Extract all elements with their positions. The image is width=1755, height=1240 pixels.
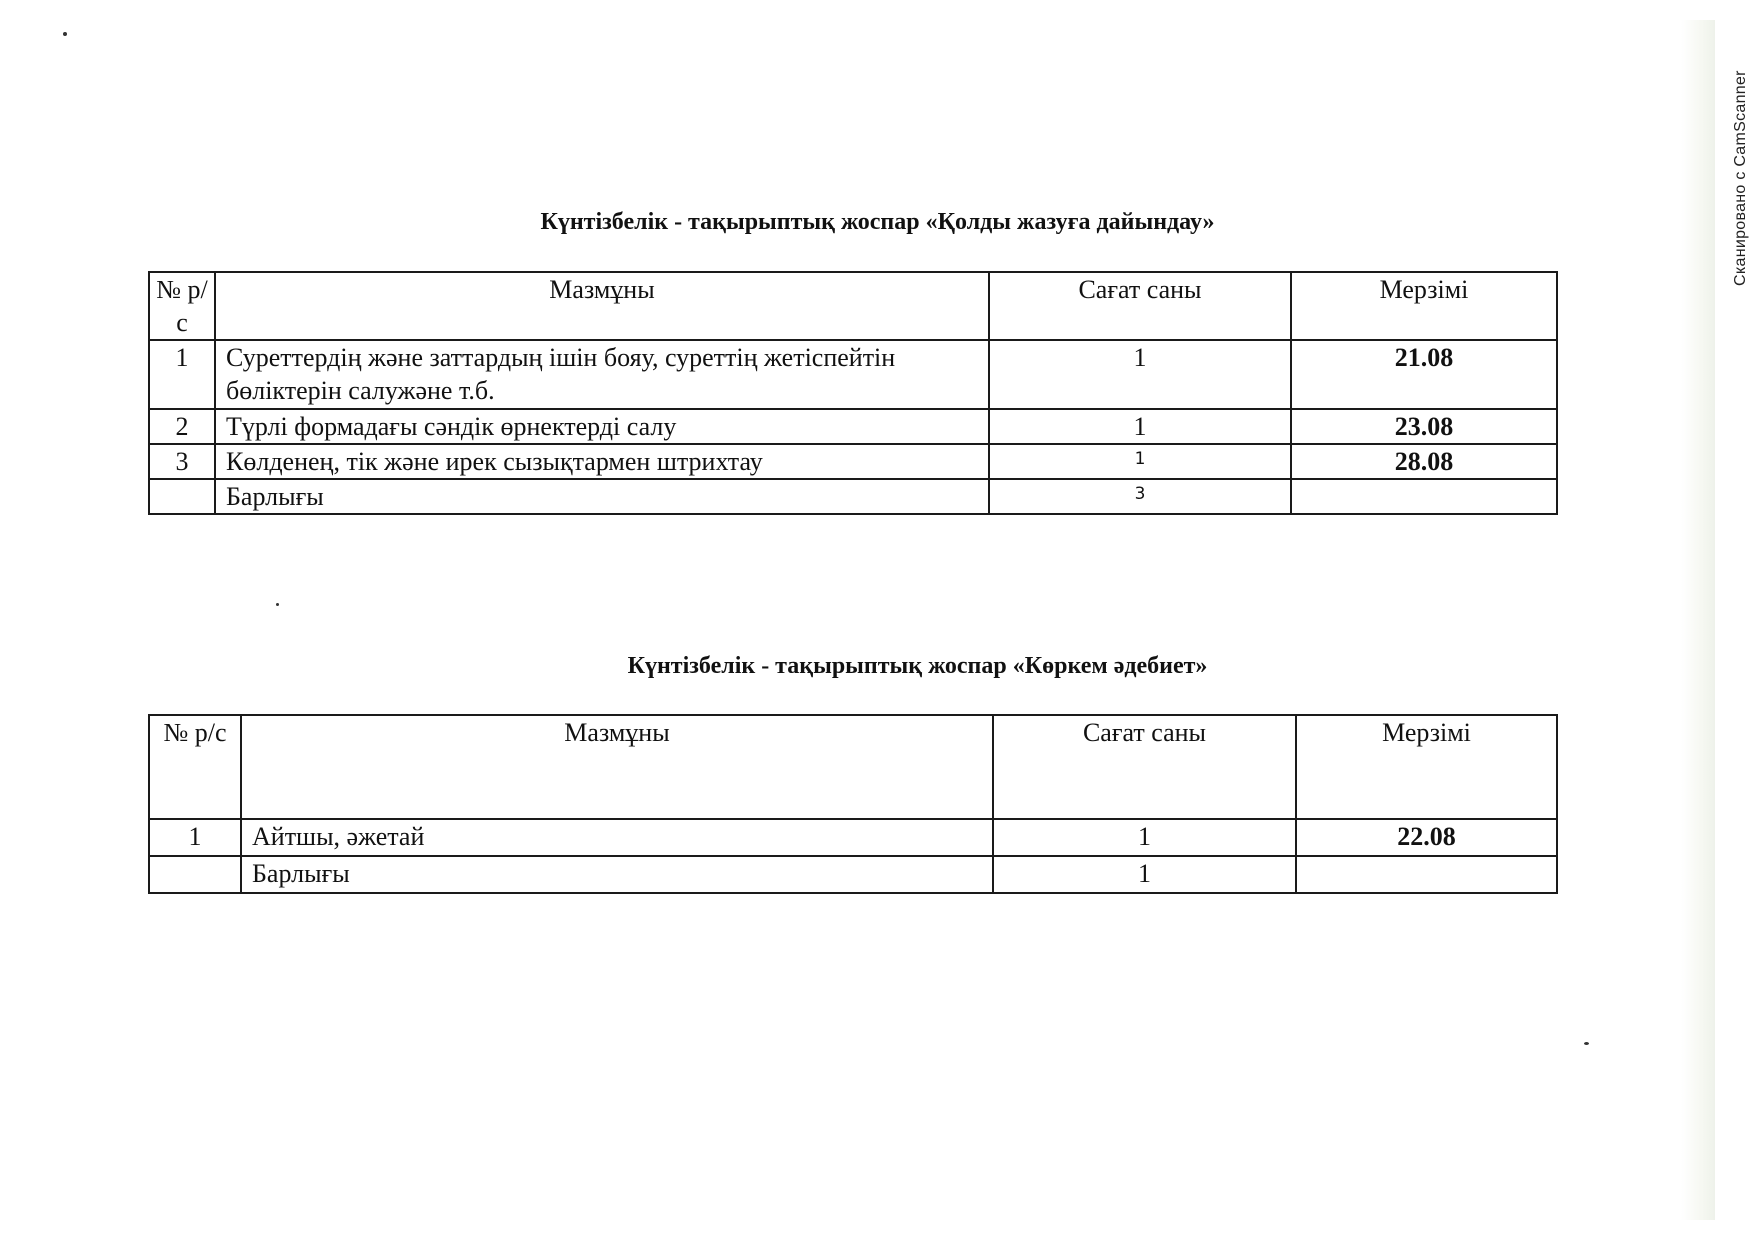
total-date xyxy=(1291,479,1557,514)
scan-speck xyxy=(63,32,67,36)
table-header-row xyxy=(149,715,1557,819)
plan-table xyxy=(148,271,1558,515)
table-row xyxy=(149,409,1557,444)
table-header-row xyxy=(149,272,1557,340)
row-num: 2 xyxy=(149,409,215,444)
row-hours: 1 xyxy=(993,819,1296,856)
total-hours: 3 xyxy=(989,479,1291,514)
row-date: 28.08 xyxy=(1291,444,1557,479)
row-num: 3 xyxy=(149,444,215,479)
header-hours: Сағат саны xyxy=(989,272,1291,340)
scan-speck xyxy=(276,603,279,606)
row-hours: 1 xyxy=(989,444,1291,479)
scan-speck xyxy=(1584,1042,1589,1045)
row-date: 23.08 xyxy=(1291,409,1557,444)
header-date: Мерзімі xyxy=(1296,715,1557,819)
table-total-row xyxy=(149,479,1557,514)
row-date: 21.08 xyxy=(1291,340,1557,409)
page-edge xyxy=(1681,20,1715,1220)
row-date: 22.08 xyxy=(1296,819,1557,856)
total-label: Барлығы xyxy=(215,479,989,514)
header-num: № р/с xyxy=(149,272,215,340)
row-content: Айтшы, әжетай xyxy=(241,819,993,856)
table-row xyxy=(149,340,1557,409)
header-content: Мазмұны xyxy=(215,272,989,340)
plan-title: Күнтізбелік - тақырыптық жоспар «Көркем әдебиет» xyxy=(627,653,1208,679)
total-num xyxy=(149,479,215,514)
total-hours: 1 xyxy=(993,856,1296,893)
row-num: 1 xyxy=(149,819,241,856)
row-content: Көлденең, тік және ирек сызықтармен штрихтау xyxy=(215,444,989,479)
header-num: № р/с xyxy=(149,715,241,819)
row-hours: 1 xyxy=(989,340,1291,409)
plan-title: Күнтізбелік - тақырыптық жоспар «Қолды жазуға дайындау» xyxy=(540,209,1215,235)
total-date xyxy=(1296,856,1557,893)
total-label: Барлығы xyxy=(241,856,993,893)
total-num xyxy=(149,856,241,893)
row-content: Түрлі формадағы сәндік өрнектерді салу xyxy=(215,409,989,444)
table-total-row xyxy=(149,856,1557,893)
scanner-watermark: Сканировано с CamScanner xyxy=(1732,70,1749,286)
header-content: Мазмұны xyxy=(241,715,993,819)
row-content: Суреттердің және заттардың ішін бояу, суреттің жетіспейтін бөліктерін салужәне т.б. xyxy=(215,340,989,409)
header-date: Мерзімі xyxy=(1291,272,1557,340)
header-hours: Сағат саны xyxy=(993,715,1296,819)
plan-table xyxy=(148,714,1558,894)
row-hours: 1 xyxy=(989,409,1291,444)
row-num: 1 xyxy=(149,340,215,409)
table-row xyxy=(149,819,1557,856)
table-row xyxy=(149,444,1557,479)
